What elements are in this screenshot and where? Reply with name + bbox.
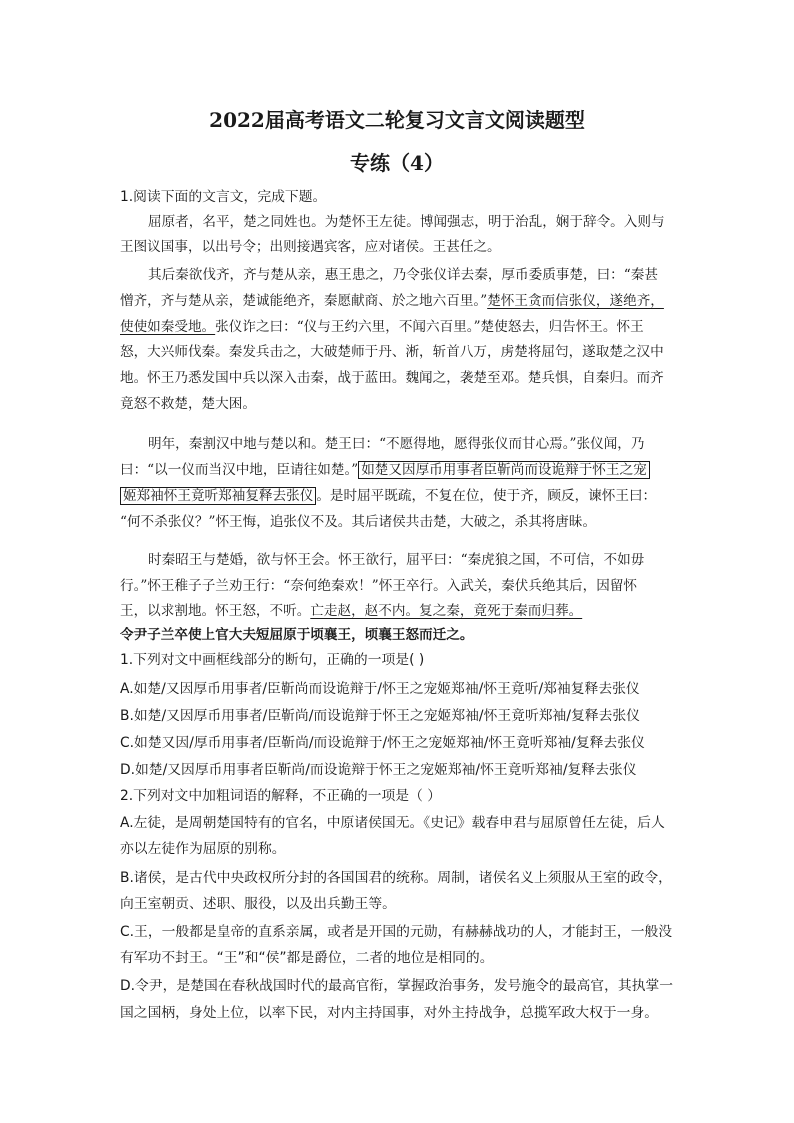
passage-line: 屈原者，名平，楚之同姓也。为楚怀王左徒。博闻强志，明于治乱，娴于辞令。入则与 [148,214,665,230]
question-intro: 1.阅读下面的文言文，完成下题。 [120,189,327,205]
question-1-option-b[interactable]: B.如楚/又因厚币用事者/臣靳尚/而设诡辩于怀王之宠姬郑袖/怀王竟听郑袖/复释去张仪 [120,708,640,724]
boxed-sentence: 姬郑袖怀王竟听郑袖复释去张仪 [120,487,316,505]
question-1-stem: 1.下列对文中画框线部分的断句，正确的一项是( ) [120,652,425,668]
underlined-sentence: 楚怀王贪而信张仪，遂绝齐， [487,293,664,309]
question-2-option-c[interactable]: C.王，一般都是皇帝的直系亲属，或者是开国的元勋，有赫赫战功的人，才能封王，一般没 [120,924,673,940]
passage-line: 怒，大兴师伐秦。秦发兵击之，大破楚师于丹、淅，斩首八万，虏楚将屈匄，遂取楚之汉中 [120,344,664,360]
question-1-option-c[interactable]: C.如楚又因/厚币用事者/臣靳尚/而设诡辩于/怀王之宠姬郑袖/怀王竟听郑袖/复释去张仪 [120,735,645,751]
question-2-option-a-cont: 亦以左徒作为屈原的别称。 [120,841,286,857]
passage-line [120,291,675,311]
passage-text: 憎齐，齐与楚从亲，楚诚能绝齐，秦愿献商、於之地六百里。” [120,293,488,309]
question-1-option-a[interactable]: A.如楚/又因厚币用事者/臣靳尚而设诡辩于/怀王之宠姬郑袖/怀王竟听/郑袖复释去张仪 [120,681,640,697]
passage-line [120,601,675,621]
passage-line: 时秦昭王与楚婚，欲与怀王会。怀王欲行，屈平曰：“秦虎狼之国，不可信，不如毋 [148,552,645,568]
question-2-stem: 2.下列对文中加粗词语的解释，不正确的一项是（ ） [120,788,442,804]
underlined-sentence: 使使如秦受地。 [120,319,216,335]
passage-line: “何不杀张仪？”怀王悔，追张仪不及。其后诸侯共击楚，大破之，杀其将唐昧。 [120,514,597,530]
document-subtitle: 专练（4） [350,151,444,175]
passage-text: 曰：“以一仪而当汉中地，臣请往如楚。” [120,462,359,478]
question-2-option-d[interactable]: D.令尹，是楚国在春秋战国时代的最高官衔，掌握政治事务，发号施令的最高官，其执掌一 [120,978,674,994]
passage-line: 王图议国事，以出号令；出则接遇宾客，应对诸侯。王甚任之。 [120,239,501,255]
question-1-option-d[interactable]: D.如楚/又因厚币用事者臣靳尚/而设诡辩于怀王之宠姬郑袖/怀王竟听郑袖/复释去张仪 [120,762,637,778]
question-2-option-b-cont: 向王室朝贡、述职、服役，以及出兵勤王等。 [120,896,396,912]
passage-line: 其后秦欲伐齐，齐与楚从亲，惠王患之，乃令张仪详去秦，厚币委质事楚，曰：“秦甚 [148,267,658,283]
question-2-option-b[interactable]: B.诸侯，是古代中央政权所分封的各国国君的统称。周制，诸侯名义上须服从王室的政令， [120,870,672,886]
question-2-option-a[interactable]: A.左徒，是周朝楚国特有的官名，中原诸侯国无。《史记》载春申君与屈原曾任左徒，后人 [120,815,665,831]
passage-line: 行。”怀王稚子子兰劝王行：“奈何绝秦欢！”怀王卒行。入武关，秦伏兵绝其后，因留怀 [120,578,638,594]
passage-text: 。是时屈平既疏，不复在位，使于齐，顾反，谏怀王曰： [316,488,657,504]
boxed-sentence: 如楚又因厚币用事者臣靳尚而设诡辩于怀王之宠 [358,461,649,479]
question-2-option-d-cont: 国之国柄，身处上位，以率下民，对内主持国事，对外主持战争，总揽军政大权于一身。 [120,1005,659,1021]
passage-line [120,317,675,337]
document-title: 2022届高考语文二轮复习文言文阅读题型 [209,108,585,132]
passage-line: 地。怀王乃悉发国中兵以深入击秦，战于蓝田。魏闻之，袭楚至邓。楚兵惧，自秦归。而齐 [120,370,664,386]
passage-text: 张仪诈之曰：“仪与王约六里，不闻六百里。”楚使怒去，归告怀王。怀王 [215,319,644,335]
passage-line [120,460,675,480]
passage-line: 竟怒不救楚，楚大困。 [120,396,256,412]
passage-line: 令尹子兰卒使上官大夫短屈原于顷襄王，顷襄王怒而迁之。 [120,627,474,643]
passage-line: 明年，秦割汉中地与楚以和。楚王曰：“不愿得地，愿得张仪而甘心焉。”张仪闻，乃 [148,436,645,452]
question-2-option-c-cont: 有军功不封王。“王”和“侯”都是爵位，二者的地位是相同的。 [120,950,494,966]
underlined-sentence: 亡走赵，赵不内。复之秦，竟死于秦而归葬。 [310,603,583,619]
passage-text: 王，以求割地。怀王怒，不听。 [120,603,311,619]
passage-line [120,486,675,506]
